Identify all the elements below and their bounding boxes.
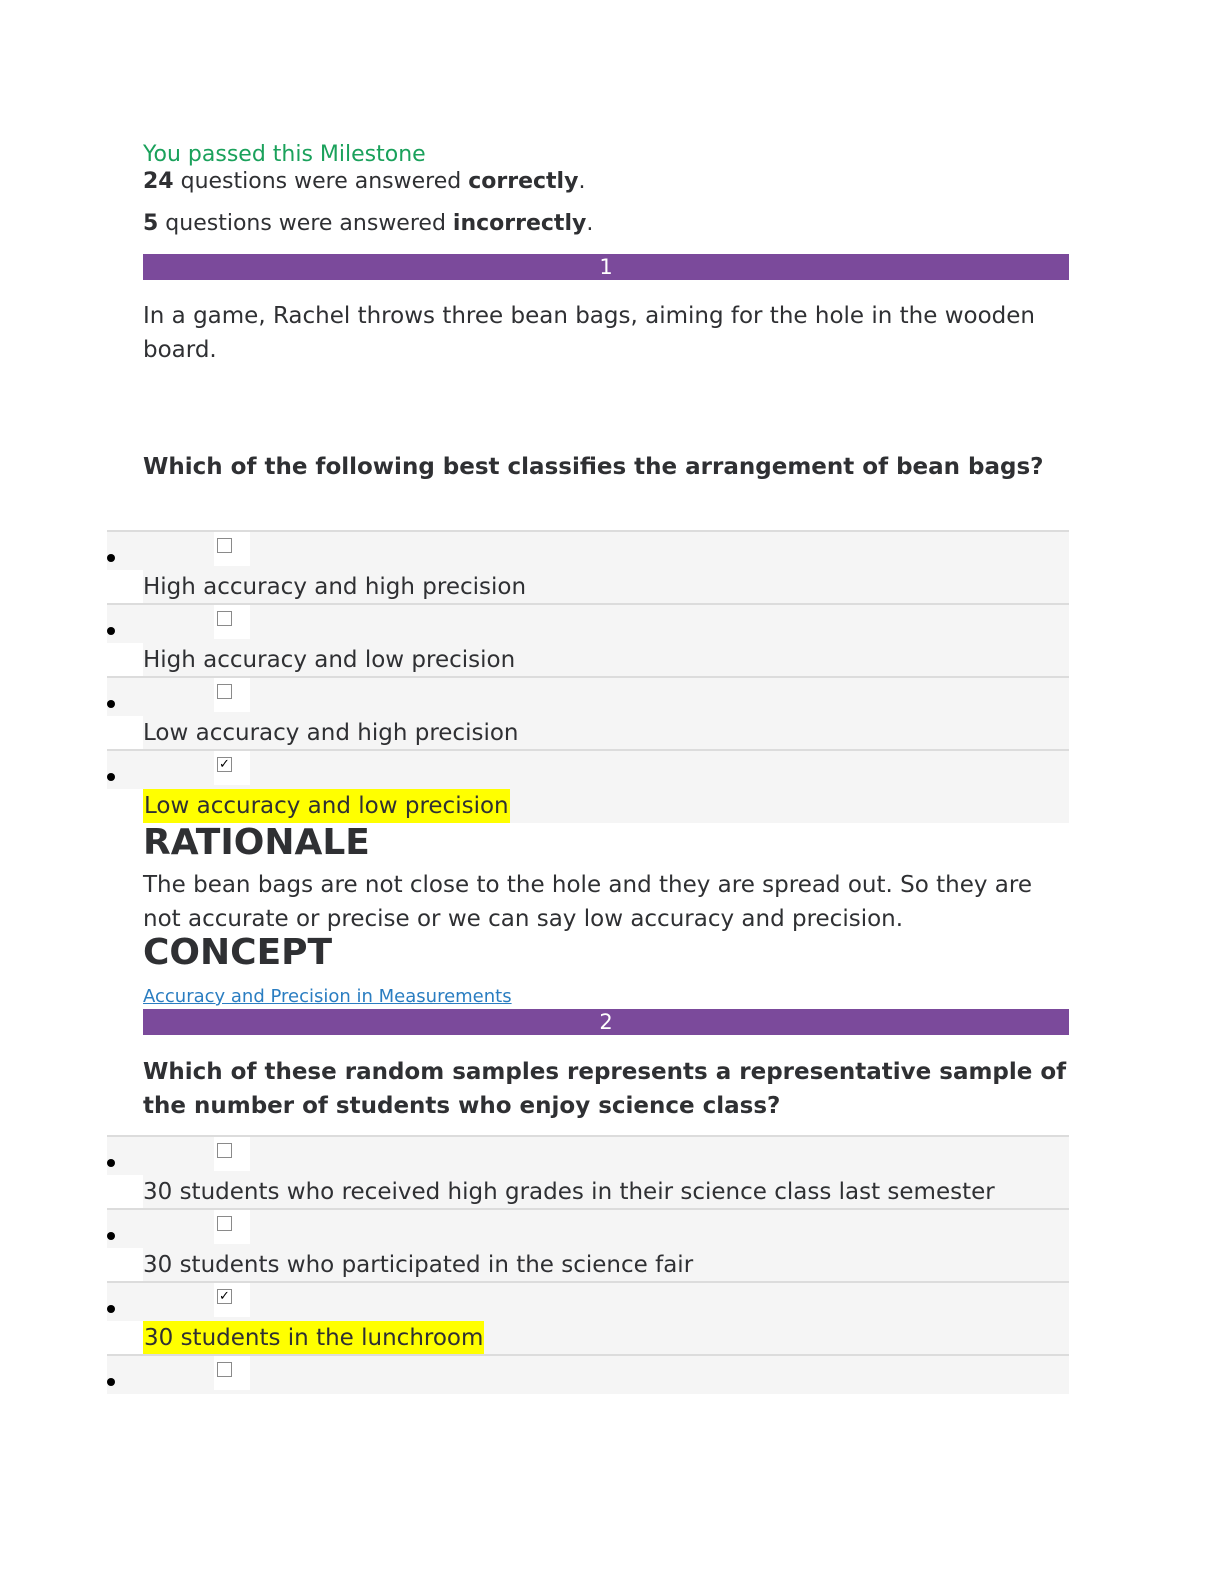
checkbox-wrapper — [214, 751, 250, 785]
concept-heading: CONCEPT — [143, 932, 333, 973]
correct-word: correctly — [468, 169, 579, 194]
checkbox[interactable] — [217, 611, 232, 626]
bullet-icon — [107, 554, 115, 562]
checkbox-checked[interactable]: ✓ — [217, 1289, 232, 1304]
answer-option[interactable] — [107, 676, 1069, 750]
option-gap — [107, 570, 143, 604]
question-prompt: Which of these random samples represents a representative sample of the number of students who enjoy science class? — [143, 1059, 1067, 1119]
bullet-icon — [107, 1378, 115, 1386]
checkbox[interactable] — [217, 538, 232, 553]
answer-option[interactable] — [107, 1135, 1069, 1209]
answer-option-selected[interactable] — [107, 1281, 1069, 1355]
incorrect-summary-text: questions were answered — [158, 211, 453, 236]
option-label-highlighted: Low accuracy and low precision — [143, 789, 510, 823]
rationale-text: The bean bags are not close to the hole and they are spread out. So they are not accurate or precise or we can say low accuracy and precision. — [143, 872, 1032, 932]
option-label: Low accuracy and high precision — [143, 720, 519, 746]
checkbox-wrapper — [214, 1210, 250, 1244]
rationale-heading: RATIONALE — [143, 822, 370, 863]
bullet-icon — [107, 1159, 115, 1167]
answer-option-selected[interactable] — [107, 749, 1069, 823]
incorrect-word: incorrectly — [452, 211, 587, 236]
checkbox-wrapper — [214, 1283, 250, 1317]
answer-option[interactable] — [107, 1208, 1069, 1282]
checkbox[interactable] — [217, 1143, 232, 1158]
answer-option[interactable] — [107, 603, 1069, 677]
option-gap — [107, 1248, 143, 1282]
checkbox-wrapper — [214, 1356, 250, 1390]
option-label: 30 students who participated in the science fair — [143, 1252, 694, 1278]
option-label-highlighted: 30 students in the lunchroom — [143, 1321, 484, 1355]
correct-count: 24 — [143, 169, 174, 194]
answer-option[interactable] — [107, 530, 1069, 604]
bullet-icon — [107, 773, 115, 781]
period: . — [586, 211, 594, 236]
checkbox-wrapper — [214, 605, 250, 639]
option-gap — [107, 1321, 143, 1355]
option-label: High accuracy and high precision — [143, 574, 527, 600]
checkbox[interactable] — [217, 1362, 232, 1377]
checkbox-wrapper — [214, 1137, 250, 1171]
question-number-bar: 1 — [143, 254, 1069, 280]
correct-summary — [143, 169, 585, 194]
option-label: High accuracy and low precision — [143, 647, 516, 673]
option-label: 30 students who received high grades in their science class last semester — [143, 1179, 995, 1205]
option-gap — [107, 643, 143, 677]
period: . — [578, 169, 586, 194]
question-intro: In a game, Rachel throws three bean bags, aiming for the hole in the wooden board. — [143, 303, 1035, 363]
bullet-icon — [107, 1305, 115, 1313]
answer-option[interactable] — [107, 1354, 1069, 1394]
checkbox-wrapper — [214, 678, 250, 712]
bullet-icon — [107, 700, 115, 708]
bullet-icon — [107, 1232, 115, 1240]
checkbox[interactable] — [217, 684, 232, 699]
option-gap — [107, 789, 143, 823]
option-gap — [107, 1175, 143, 1209]
incorrect-summary — [143, 211, 593, 236]
checkbox[interactable] — [217, 1216, 232, 1231]
incorrect-count: 5 — [143, 211, 159, 236]
milestone-status: You passed this Milestone — [143, 142, 426, 167]
checkbox-checked[interactable]: ✓ — [217, 757, 232, 772]
bullet-icon — [107, 627, 115, 635]
question-number-bar: 2 — [143, 1009, 1069, 1035]
checkbox-wrapper — [214, 532, 250, 566]
correct-summary-text: questions were answered — [173, 169, 469, 194]
option-gap — [107, 716, 143, 750]
question-prompt: Which of the following best classifies the arrangement of bean bags? — [143, 454, 1044, 480]
concept-link[interactable]: Accuracy and Precision in Measurements — [143, 986, 512, 1007]
